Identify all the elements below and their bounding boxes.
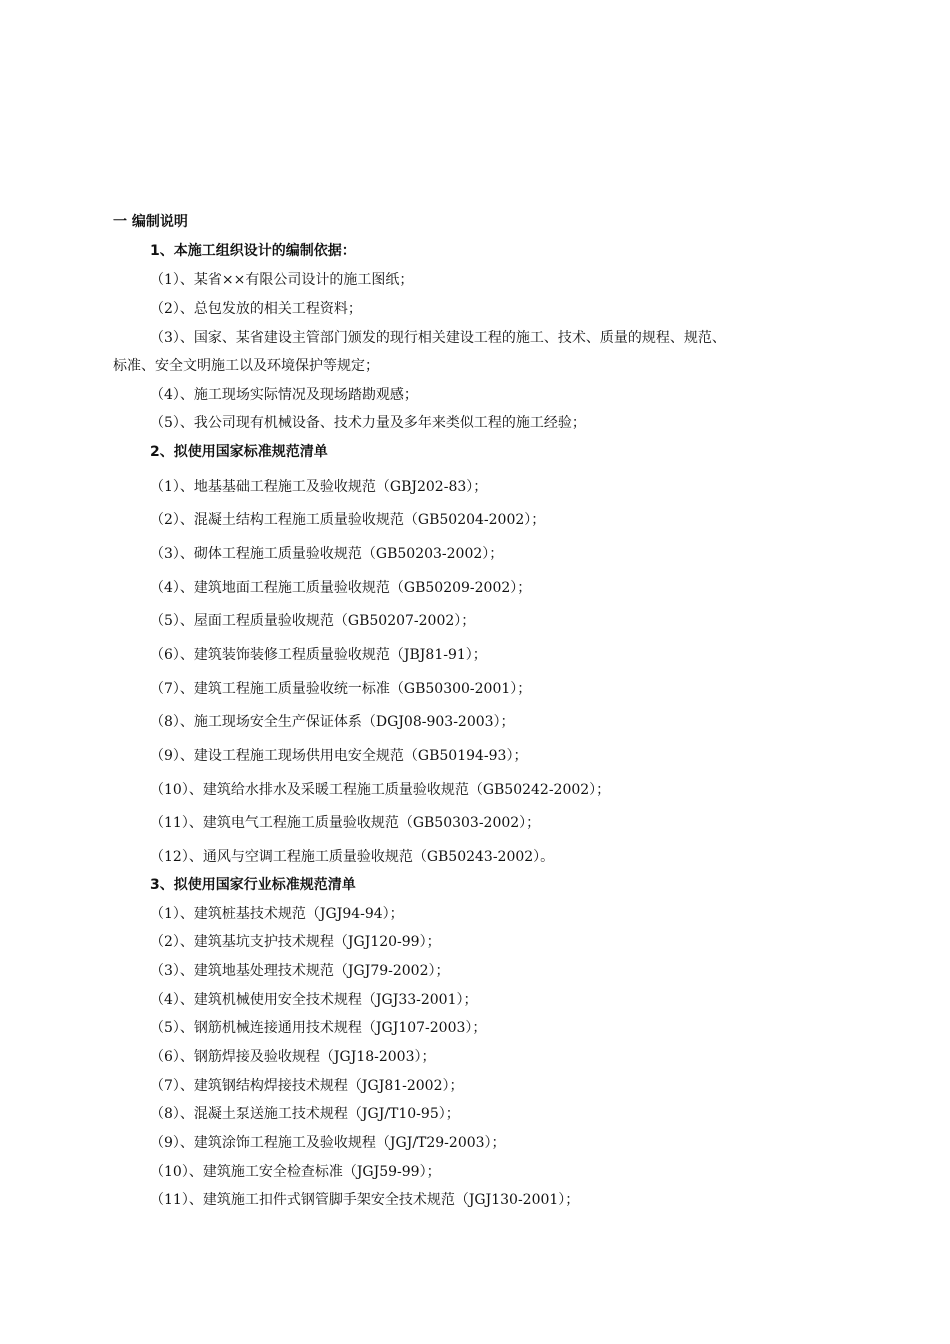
sub2-item: （10）、建筑给水排水及采暖工程施工质量验收规范（GB50242-2002）； (150, 782, 611, 798)
sub1-item: （2）、总包发放的相关工程资料； (150, 301, 362, 317)
sub1-item: （3）、国家、某省建设主管部门颁发的现行相关建设工程的施工、技术、质量的规程、规范、 (150, 330, 726, 346)
sub1-heading: 1、本施工组织设计的编制依据： (150, 243, 356, 259)
sub1-item: （5）、我公司现有机械设备、技术力量及多年来类似工程的施工经验； (150, 415, 586, 431)
sub3-item: （1）、建筑桩基技术规范（JGJ94-94）； (150, 906, 404, 922)
sub3-item: （2）、建筑基坑支护技术规程（JGJ120-99）； (150, 934, 441, 950)
sub3-item: （8）、混凝土泵送施工技术规程（JGJ/T10-95）； (150, 1106, 460, 1122)
sub2-item: （12）、通风与空调工程施工质量验收规范（GB50243-2002）。 (150, 849, 555, 865)
section-title: 一 编制说明 (113, 214, 188, 230)
sub3-heading: 3、拟使用国家行业标准规范清单 (150, 877, 356, 893)
sub2-item: （5）、屋面工程质量验收规范（GB50207-2002）； (150, 613, 476, 629)
sub2-item: （7）、建筑工程施工质量验收统一标准（GB50300-2001）； (150, 681, 532, 697)
sub1-item: （1）、某省××有限公司设计的施工图纸； (150, 272, 414, 288)
sub3-item: （7）、建筑钢结构焊接技术规程（JGJ81-2002）； (150, 1078, 464, 1094)
sub1-item-continuation: 标准、安全文明施工以及环境保护等规定； (113, 358, 379, 374)
sub2-item: （4）、建筑地面工程施工质量验收规范（GB50209-2002）； (150, 580, 532, 596)
sub2-heading: 2、拟使用国家标准规范清单 (150, 444, 328, 460)
sub2-item: （2）、混凝土结构工程施工质量验收规范（GB50204-2002）； (150, 512, 546, 528)
sub2-item: （3）、砌体工程施工质量验收规范（GB50203-2002）； (150, 546, 504, 562)
sub3-item: （10）、建筑施工安全检查标准（JGJ59-99）； (150, 1164, 441, 1180)
sub3-item: （5）、钢筋机械连接通用技术规程（JGJ107-2003）； (150, 1020, 487, 1036)
sub2-item: （8）、施工现场安全生产保证体系（DGJ08-903-2003）； (150, 714, 515, 730)
sub2-item: （11）、建筑电气工程施工质量验收规范（GB50303-2002）； (150, 815, 541, 831)
sub2-item: （6）、建筑装饰装修工程质量验收规范（JBJ81-91）； (150, 647, 487, 663)
sub2-item: （9）、建设工程施工现场供用电安全规范（GB50194-93）； (150, 748, 528, 764)
sub3-item: （9）、建筑涂饰工程施工及验收规程（JGJ/T29-2003）； (150, 1135, 506, 1151)
sub2-item: （1）、地基基础工程施工及验收规范（GBJ202-83）； (150, 479, 488, 495)
sub3-item: （6）、钢筋焊接及验收规程（JGJ18-2003）； (150, 1049, 436, 1065)
sub3-item: （3）、建筑地基处理技术规范（JGJ79-2002）； (150, 963, 450, 979)
sub3-item: （11）、建筑施工扣件式钢管脚手架安全技术规范（JGJ130-2001）； (150, 1192, 580, 1208)
sub1-item: （4）、施工现场实际情况及现场踏勘观感； (150, 387, 418, 403)
sub3-item: （4）、建筑机械使用安全技术规程（JGJ33-2001）； (150, 992, 478, 1008)
